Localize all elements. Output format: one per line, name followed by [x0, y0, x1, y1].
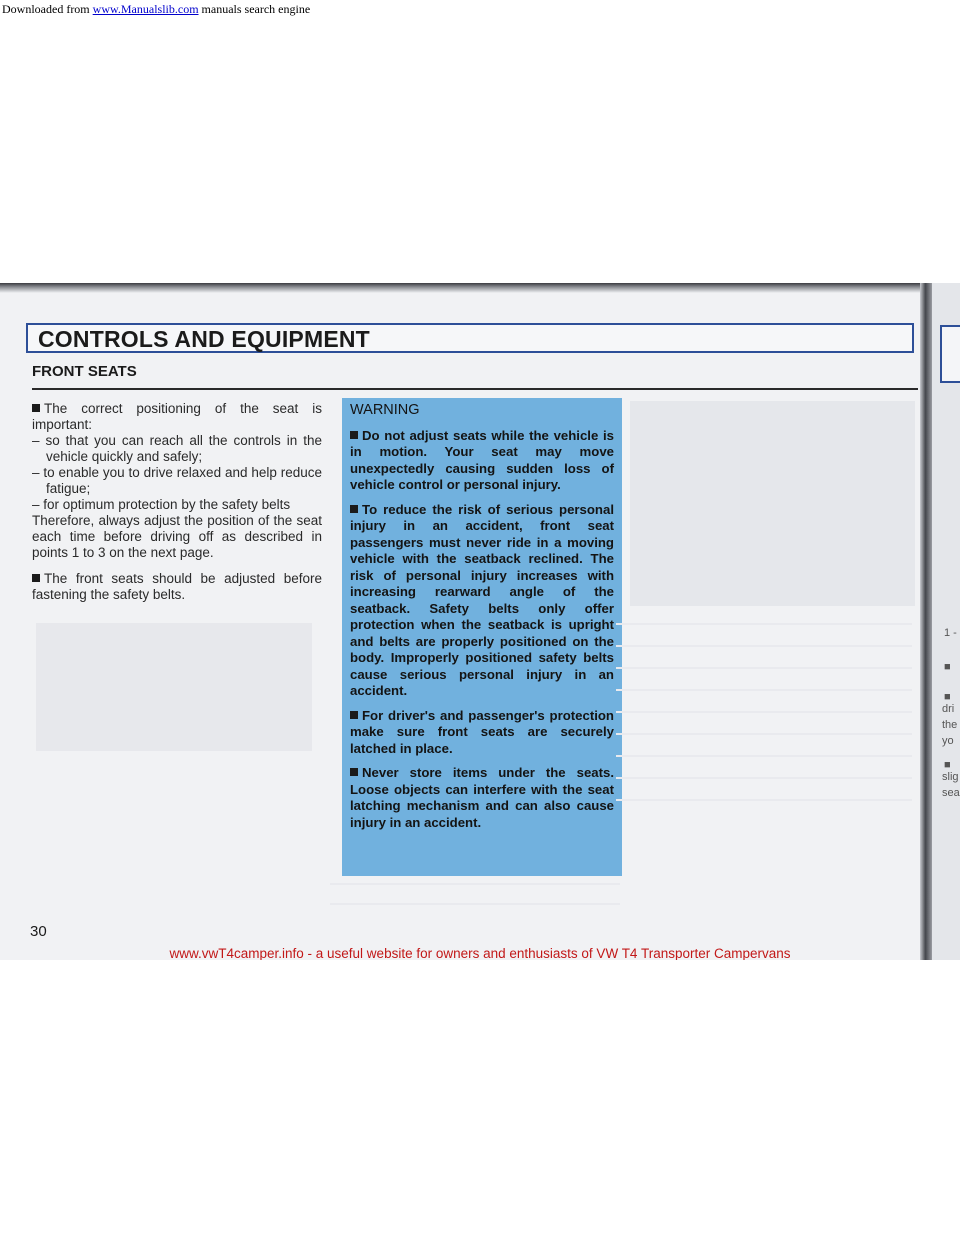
bleed-through-photo	[630, 401, 915, 606]
page-top-shadow	[0, 283, 960, 293]
section-title: CONTROLS AND EQUIPMENT	[38, 326, 370, 352]
left-column-text	[32, 401, 322, 613]
manual-page	[0, 283, 960, 960]
bleed-through-line	[616, 711, 912, 713]
facing-page-fragment: slig	[942, 771, 959, 783]
list-item: – to enable you to drive relaxed and help reduce fatigue;	[32, 465, 322, 496]
warning-title: WARNING	[350, 402, 420, 418]
facing-page-edge	[932, 283, 960, 960]
bleed-through-line	[616, 733, 912, 735]
section-title-box	[26, 323, 914, 353]
bleed-through-line	[616, 645, 912, 647]
facing-page-fragment: sea	[942, 787, 960, 799]
footer-website-text: www.vwT4camper.info - a useful website for owners and enthusiasts of VW T4 Transporter Campervans	[169, 946, 791, 960]
list-item: – for optimum protection by the safety belts	[32, 497, 291, 512]
bleed-through-line	[616, 689, 912, 691]
warning-item: To reduce the risk of serious personal injury in an accident, front seat passengers must never ride in a moving vehicle with the seatback reclined. The risk of personal injury increases with increasing rearward angle of the seatback. Safety belts only offer protection when the seatback is upright and belts are properly positioned on the body. Improperly positioned safety belts cause serious personal injury in an accident.	[350, 501, 614, 698]
seat-adjust-paragraph	[32, 571, 322, 603]
facing-page-fragment: dri	[942, 703, 955, 715]
download-source-bar	[0, 0, 960, 17]
seat-positioning-paragraph	[32, 401, 322, 561]
subheading: FRONT SEATS	[32, 363, 137, 380]
warning-item: Never store items under the seats. Loose objects can interfere with the seat latching mechanism and can also cause injury in an accident.	[350, 765, 614, 830]
page-number: 30	[30, 923, 47, 940]
warning-item: For driver's and passenger's protection make sure front seats are securely latched in place.	[350, 707, 614, 756]
heading-rule	[32, 388, 918, 390]
bleed-through-line	[330, 883, 620, 885]
facing-page-fragment: the	[942, 719, 958, 731]
bleed-through-line	[616, 667, 912, 669]
bleed-through-line	[330, 903, 620, 905]
bleed-through-line	[616, 755, 912, 757]
para1-outro: Therefore, always adjust the position of the seat each time before driving off as described in points 1 to 3 on the next page.	[32, 513, 322, 560]
download-prefix: Downloaded from	[2, 2, 93, 16]
facing-page-fragment: ■	[944, 759, 951, 771]
bleed-through-block	[36, 623, 312, 751]
bullet-square-icon	[32, 404, 40, 412]
bullet-square-icon	[350, 431, 358, 439]
bullet-square-icon	[350, 768, 358, 776]
bullet-square-icon	[32, 574, 40, 582]
download-suffix: manuals search engine	[198, 2, 311, 16]
list-item: – so that you can reach all the controls in the vehicle quickly and safely;	[32, 433, 322, 464]
bullet-square-icon	[350, 505, 358, 513]
facing-page-fragment: ■	[944, 661, 951, 673]
facing-page-fragment: 1 -	[944, 627, 957, 639]
manualslib-link[interactable]: www.Manualslib.com	[92, 2, 199, 16]
para2: The front seats should be adjusted before fastening the safety belts.	[32, 571, 322, 602]
facing-page-fragment: yo	[942, 735, 954, 747]
para1-intro: The correct positioning of the seat is important:	[32, 401, 322, 432]
bleed-through-line	[616, 623, 912, 625]
facing-page-title-box	[940, 325, 960, 383]
bullet-square-icon	[350, 711, 358, 719]
warning-item: Do not adjust seats while the vehicle is in motion. Your seat may move unexpectedly causing sudden loss of vehicle control or personal injury.	[350, 427, 614, 492]
warning-box	[342, 398, 622, 876]
bleed-through-line	[616, 777, 912, 779]
facing-page-fragment: ■	[944, 691, 951, 703]
book-spine	[920, 283, 932, 960]
bleed-through-line	[616, 799, 912, 801]
